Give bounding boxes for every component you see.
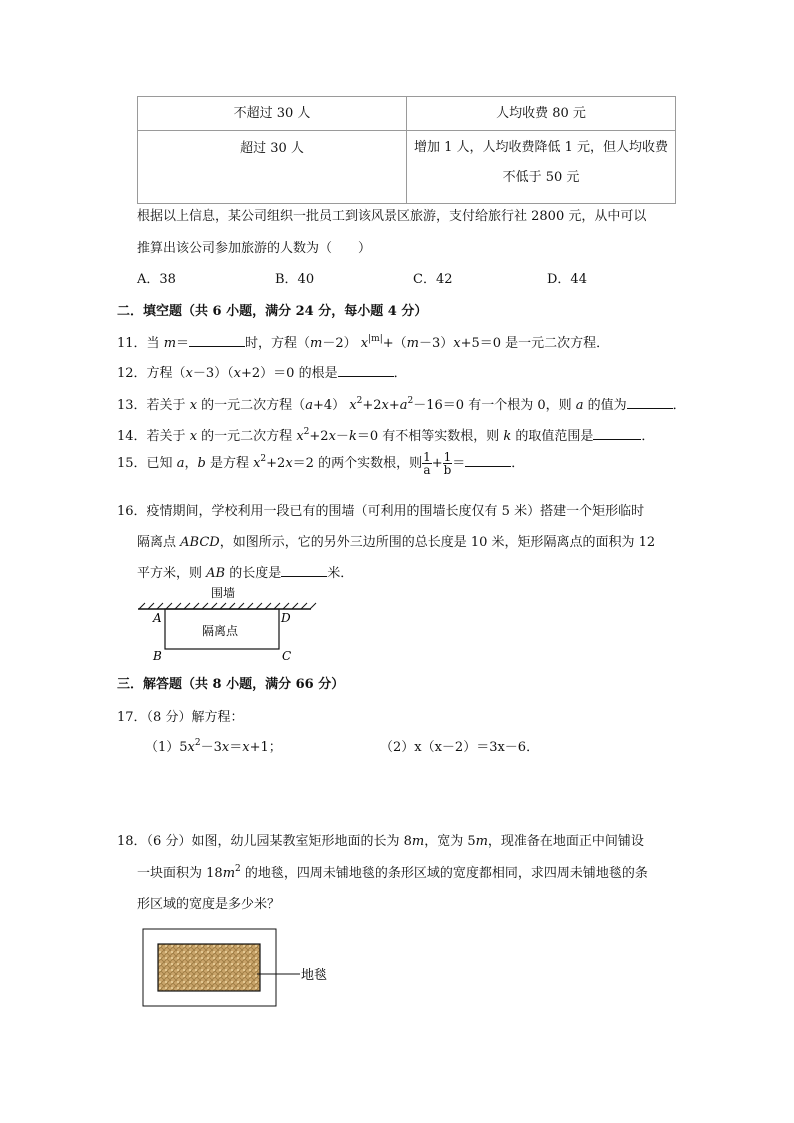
question-18-line1: 18．（6 分）如图，幼儿园某教室矩形地面的长为 8m，宽为 5m，现准备在地面正中间铺设 bbox=[117, 834, 644, 849]
section-heading-fill-in: 二．填空题（共 6 小题，满分 24 分，每小题 4 分） bbox=[117, 304, 428, 319]
vertex-c-label: C bbox=[282, 649, 292, 663]
carpet-rectangle bbox=[158, 944, 260, 991]
carpet-label: 地毯 bbox=[301, 968, 328, 983]
answer-blank bbox=[189, 334, 245, 347]
table-row bbox=[138, 131, 676, 204]
question-16-line3: 平方米，则 AB 的长度是 米． bbox=[137, 566, 354, 581]
q10-option-a: A．38 bbox=[137, 272, 176, 287]
question-15: 15．已知 a，b 是方程 $x^2+2x=2$ 的两个实数根，则 $\frac{1}{a}$ + $\frac{1}{b}$ ＝ ． bbox=[117, 450, 525, 477]
fraction-1-over-b: $\frac{1}{b}$ bbox=[443, 450, 452, 477]
q10-option-d: D．44 bbox=[547, 272, 587, 287]
table-row bbox=[138, 97, 676, 131]
question-14: 14．若关于 x 的一元二次方程 $x^2+2x-k=0$ 有不相等实数根，则 k 的取值范围是 ． bbox=[117, 427, 655, 444]
vertex-d-label: D bbox=[281, 611, 291, 625]
question-11: 11．当 m＝ 时，方程（m－2） $x^{|m|}+(m-3)x+5=0$ 是一元二次方程． bbox=[117, 334, 610, 351]
isolation-label: 隔离点 bbox=[202, 624, 239, 638]
isolation-point-figure bbox=[135, 582, 320, 667]
q10-text-line2: 推算出该公司参加旅游的人数为（ ） bbox=[137, 241, 372, 256]
wall-label: 围墙 bbox=[211, 586, 236, 600]
question-18-line3: 形区域的宽度是多少米？ bbox=[137, 897, 281, 912]
question-16-line2: 隔离点 ABCD，如图所示，它的另外三边所围的总长度是 10 米，矩形隔离点的面积为 12 bbox=[137, 535, 656, 550]
cell-line: 增加 1 人，人均收费降低 1 元，但人均收费 bbox=[413, 140, 669, 155]
vertex-b-label: B bbox=[153, 649, 162, 663]
vertex-a-label: A bbox=[153, 611, 162, 625]
q10-option-c: C．42 bbox=[413, 272, 453, 287]
answer-blank bbox=[593, 427, 641, 440]
answer-blank bbox=[338, 364, 394, 377]
table-cell: 超过 30 人 bbox=[138, 131, 407, 204]
question-17-title: 17．（8 分）解方程： bbox=[117, 710, 244, 725]
answer-blank bbox=[627, 396, 673, 409]
q10-option-b: B．40 bbox=[275, 272, 315, 287]
table-cell bbox=[407, 131, 676, 204]
question-13: 13．若关于 x 的一元二次方程（a+4） $x^2+2x+a^2-16=0$ 有一个根为 0，则 a 的值为 ． bbox=[117, 396, 686, 413]
fee-table bbox=[137, 96, 676, 204]
question-17-part-2: （2）x（x－2）＝3x－6． bbox=[380, 740, 540, 755]
table-cell: 人均收费 80 元 bbox=[407, 97, 676, 131]
section-heading-solve: 三．解答题（共 8 小题，满分 66 分） bbox=[117, 677, 345, 692]
table-cell: 不超过 30 人 bbox=[138, 97, 407, 131]
question-12: 12．方程（x－3）（x+2）＝0 的根是 ． bbox=[117, 366, 407, 381]
question-16-line1: 16．疫情期间，学校利用一段已有的围墙（可利用的围墙长度仅有 5 米）搭建一个矩形临时 bbox=[117, 504, 645, 519]
fraction-1-over-a: $\frac{1}{a}$ bbox=[423, 450, 431, 477]
wall-hatching bbox=[139, 603, 316, 609]
cell-line: 不低于 50 元 bbox=[502, 170, 580, 185]
question-17-part-1: $(1)5x^2-3x=x+1$； bbox=[145, 738, 282, 755]
answer-blank bbox=[465, 454, 511, 467]
classroom-carpet-figure bbox=[140, 926, 345, 1010]
q10-text-line1: 根据以上信息，某公司组织一批员工到该风景区旅游，支付给旅行社 2800 元，从中可以 bbox=[137, 209, 647, 224]
answer-blank bbox=[281, 564, 327, 577]
question-18-line2: 一块面积为 $18m^2$ 的地毯，四周未铺地毯的条形区域的宽度都相同，求四周未铺地毯的条 bbox=[137, 864, 648, 881]
